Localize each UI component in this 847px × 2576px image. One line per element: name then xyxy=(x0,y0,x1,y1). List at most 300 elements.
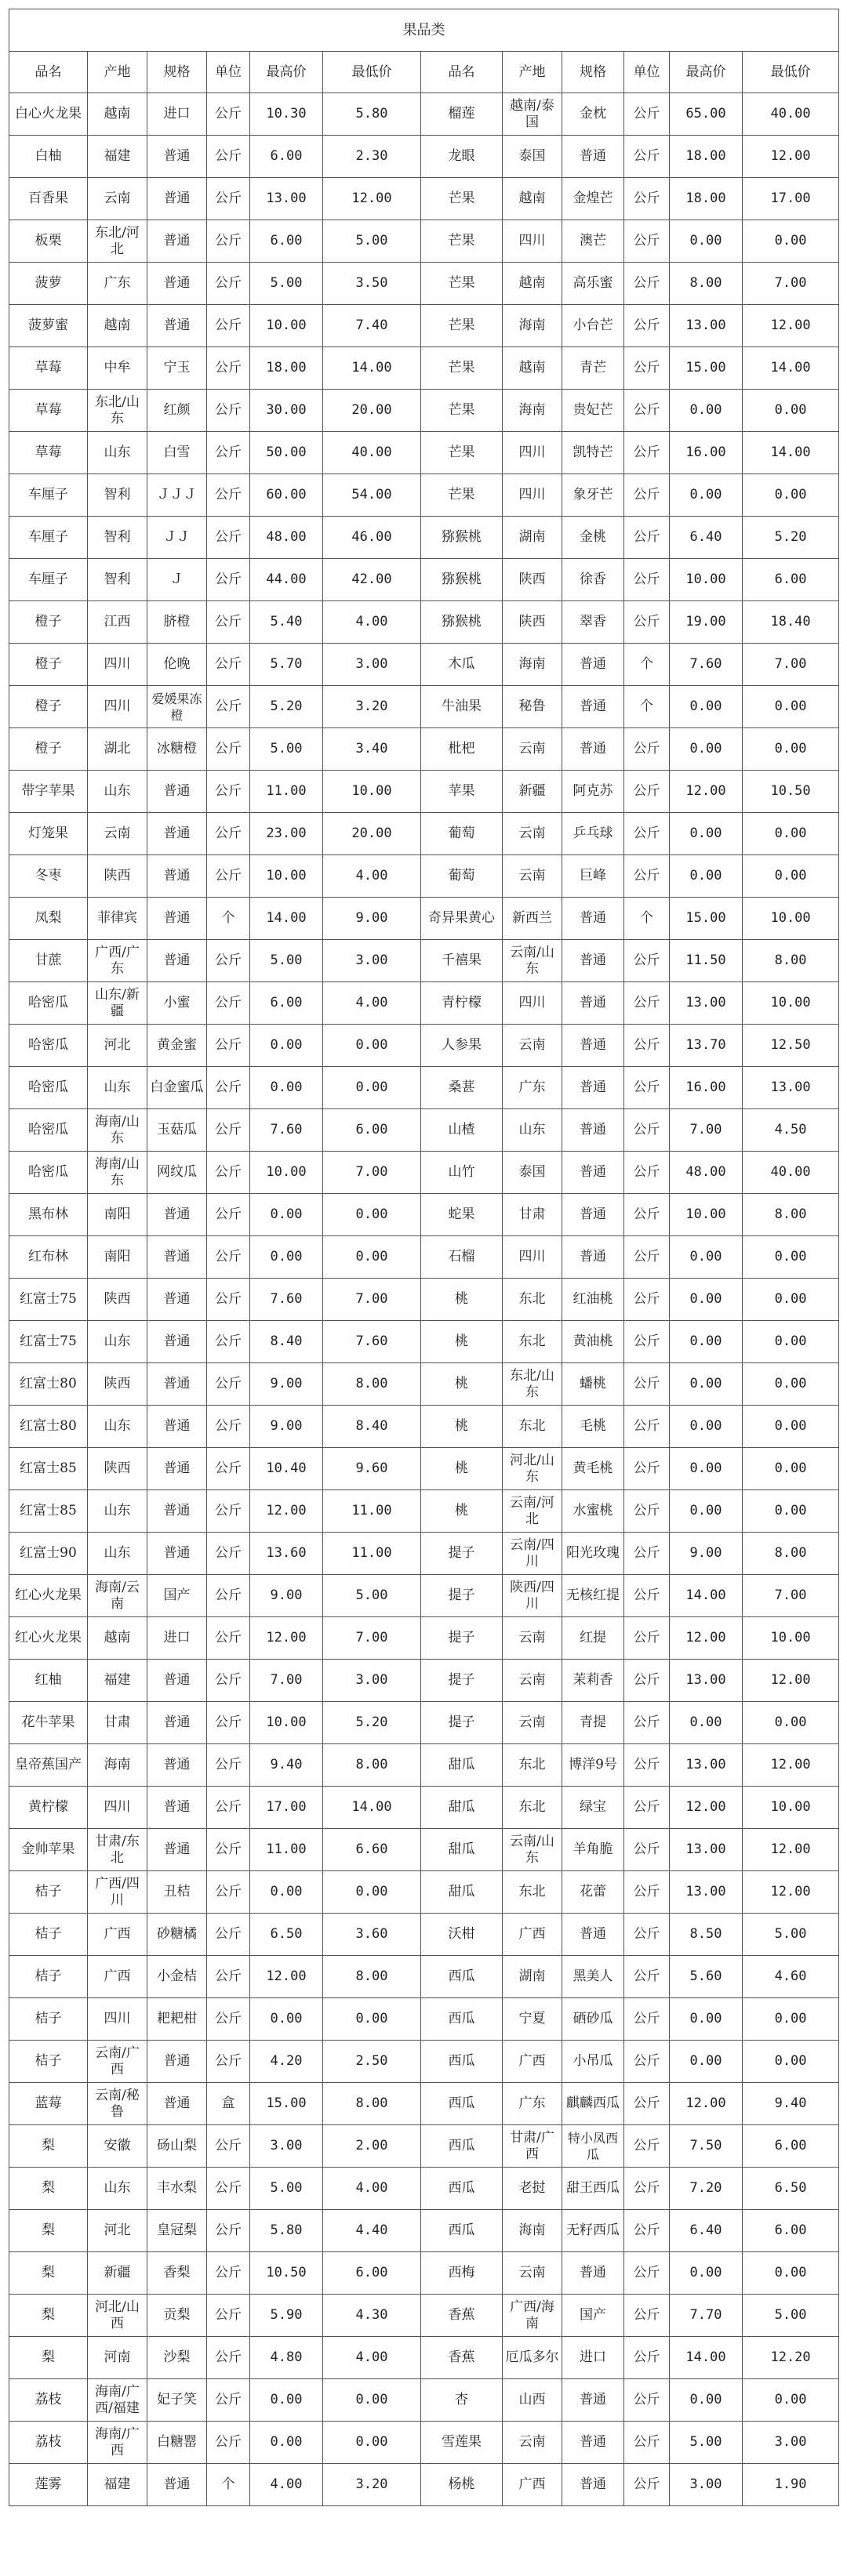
cell-spec: 小吊瓜 xyxy=(562,2041,624,2083)
table-row xyxy=(9,1998,839,2041)
cell-max-price: 0.00 xyxy=(670,1321,743,1363)
cell-unit: 公斤 xyxy=(207,1829,250,1871)
cell-max-price: 10.00 xyxy=(670,559,743,601)
cell-max-price: 17.00 xyxy=(250,1787,323,1829)
cell-product-name: 桃 xyxy=(421,1490,503,1533)
cell-spec: 高乐蜜 xyxy=(562,263,624,305)
cell-max-price: 5.00 xyxy=(670,2422,743,2464)
cell-origin: 云南 xyxy=(88,178,147,220)
table-row xyxy=(9,1575,839,1617)
cell-max-price: 12.00 xyxy=(670,1617,743,1660)
cell-origin: 广东 xyxy=(88,263,147,305)
cell-min-price: 7.00 xyxy=(743,644,839,686)
cell-origin: 陕西 xyxy=(88,855,147,898)
cell-min-price: 12.50 xyxy=(743,1025,839,1067)
cell-max-price: 0.00 xyxy=(250,1025,323,1067)
cell-origin: 海南 xyxy=(503,644,562,686)
cell-max-price: 0.00 xyxy=(670,390,743,432)
cell-spec: 普通 xyxy=(562,1109,624,1152)
cell-product-name: 红富士80 xyxy=(9,1363,88,1406)
cell-spec: 普通 xyxy=(147,1744,207,1787)
cell-product-name: 白心火龙果 xyxy=(9,93,88,136)
cell-product-name: 梨 xyxy=(9,2125,88,2168)
cell-min-price: 5.00 xyxy=(323,220,421,263)
cell-max-price: 10.50 xyxy=(250,2252,323,2295)
table-row xyxy=(9,1279,839,1321)
cell-max-price: 5.60 xyxy=(670,1956,743,1998)
cell-min-price: 0.00 xyxy=(323,2422,421,2464)
cell-unit: 公斤 xyxy=(624,1406,670,1448)
cell-origin: 四川 xyxy=(88,1998,147,2041)
cell-spec: 普通 xyxy=(562,2422,624,2464)
cell-origin: 福建 xyxy=(88,2464,147,2506)
cell-unit: 公斤 xyxy=(624,474,670,517)
cell-product-name: 红心火龙果 xyxy=(9,1617,88,1660)
cell-origin: 云南 xyxy=(503,1025,562,1067)
cell-unit: 公斤 xyxy=(207,2422,250,2464)
cell-spec: 黑美人 xyxy=(562,1956,624,1998)
cell-max-price: 0.00 xyxy=(670,686,743,728)
table-row xyxy=(9,1660,839,1702)
cell-min-price: 10.00 xyxy=(743,1787,839,1829)
cell-product-name: 冬枣 xyxy=(9,855,88,898)
cell-spec: 普通 xyxy=(147,1702,207,1744)
cell-origin: 越南 xyxy=(88,93,147,136)
cell-min-price: 13.00 xyxy=(743,1067,839,1109)
cell-product-name: 桃 xyxy=(421,1406,503,1448)
cell-origin: 云南/四川 xyxy=(503,1533,562,1575)
cell-spec: 普通 xyxy=(147,136,207,178)
cell-min-price: 8.00 xyxy=(323,1363,421,1406)
cell-unit: 公斤 xyxy=(624,1617,670,1660)
cell-min-price: 3.40 xyxy=(323,728,421,771)
cell-min-price: 0.00 xyxy=(743,390,839,432)
cell-product-name: 草莓 xyxy=(9,347,88,390)
cell-origin: 海南/广西/福建 xyxy=(88,2379,147,2422)
cell-origin: 陕西/四川 xyxy=(503,1575,562,1617)
cell-spec: 普通 xyxy=(147,1279,207,1321)
cell-origin: 山东 xyxy=(88,1490,147,1533)
cell-unit: 公斤 xyxy=(207,771,250,813)
cell-origin: 宁夏 xyxy=(503,1998,562,2041)
column-header-col-name-left: 品名 xyxy=(9,52,88,93)
cell-unit: 公斤 xyxy=(624,1702,670,1744)
cell-origin: 越南 xyxy=(503,347,562,390)
cell-min-price: 5.00 xyxy=(323,1575,421,1617)
cell-unit: 公斤 xyxy=(624,1829,670,1871)
cell-spec: 普通 xyxy=(562,1236,624,1279)
cell-origin: 中牟 xyxy=(88,347,147,390)
cell-product-name: 猕猴桃 xyxy=(421,601,503,644)
cell-origin: 老挝 xyxy=(503,2168,562,2210)
cell-product-name: 桔子 xyxy=(9,1914,88,1956)
cell-origin: 海南 xyxy=(503,390,562,432)
cell-origin: 四川 xyxy=(88,1787,147,1829)
cell-max-price: 0.00 xyxy=(670,1490,743,1533)
cell-spec: 丰水梨 xyxy=(147,2168,207,2210)
cell-origin: 河南 xyxy=(88,2337,147,2379)
cell-spec: 进口 xyxy=(562,2337,624,2379)
cell-product-name: 桃 xyxy=(421,1279,503,1321)
cell-max-price: 48.00 xyxy=(670,1152,743,1194)
cell-spec: 普通 xyxy=(147,813,207,855)
cell-min-price: 0.00 xyxy=(743,1448,839,1490)
cell-unit: 公斤 xyxy=(624,178,670,220)
cell-unit: 公斤 xyxy=(624,263,670,305)
cell-spec: 乒乓球 xyxy=(562,813,624,855)
cell-min-price: 12.00 xyxy=(743,1744,839,1787)
cell-unit: 公斤 xyxy=(624,2210,670,2252)
cell-spec: 普通 xyxy=(562,898,624,940)
cell-product-name: 梨 xyxy=(9,2168,88,2210)
cell-min-price: 6.00 xyxy=(743,559,839,601)
table-row xyxy=(9,2210,839,2252)
cell-unit: 公斤 xyxy=(624,601,670,644)
cell-min-price: 12.00 xyxy=(743,305,839,347)
cell-spec: 砂糖橘 xyxy=(147,1914,207,1956)
cell-product-name: 荔枝 xyxy=(9,2422,88,2464)
table-row xyxy=(9,93,839,136)
cell-max-price: 65.00 xyxy=(670,93,743,136)
cell-origin: 山东 xyxy=(88,1533,147,1575)
cell-spec: 金煌芒 xyxy=(562,178,624,220)
cell-product-name: 提子 xyxy=(421,1660,503,1702)
cell-product-name: 芒果 xyxy=(421,305,503,347)
cell-spec: 红提 xyxy=(562,1617,624,1660)
table-row xyxy=(9,2168,839,2210)
cell-origin: 陕西 xyxy=(88,1448,147,1490)
cell-min-price: 0.00 xyxy=(743,1236,839,1279)
cell-min-price: 8.00 xyxy=(743,940,839,982)
cell-max-price: 15.00 xyxy=(250,2083,323,2125)
cell-unit: 公斤 xyxy=(207,1490,250,1533)
cell-unit: 公斤 xyxy=(207,559,250,601)
cell-unit: 公斤 xyxy=(624,1787,670,1829)
cell-product-name: 雪莲果 xyxy=(421,2422,503,2464)
cell-unit: 公斤 xyxy=(207,305,250,347)
table-row xyxy=(9,2252,839,2295)
cell-origin: 广西/广东 xyxy=(88,940,147,982)
table-row xyxy=(9,1236,839,1279)
cell-product-name: 葡萄 xyxy=(421,855,503,898)
cell-max-price: 11.50 xyxy=(670,940,743,982)
cell-max-price: 16.00 xyxy=(670,1067,743,1109)
cell-max-price: 0.00 xyxy=(670,1702,743,1744)
table-row xyxy=(9,1787,839,1829)
cell-min-price: 12.00 xyxy=(743,1829,839,1871)
cell-product-name: 皇帝蕉国产 xyxy=(9,1744,88,1787)
cell-product-name: 桃 xyxy=(421,1321,503,1363)
cell-unit: 公斤 xyxy=(624,771,670,813)
cell-min-price: 0.00 xyxy=(323,1998,421,2041)
cell-max-price: 6.00 xyxy=(250,220,323,263)
column-header-col-spec-left: 规格 xyxy=(147,52,207,93)
cell-min-price: 12.00 xyxy=(323,178,421,220)
cell-spec: 阿克苏 xyxy=(562,771,624,813)
cell-unit: 公斤 xyxy=(207,1067,250,1109)
cell-unit: 公斤 xyxy=(624,1448,670,1490)
cell-origin: 山东 xyxy=(88,771,147,813)
cell-min-price: 3.00 xyxy=(323,940,421,982)
cell-spec: 普通 xyxy=(147,1490,207,1533)
cell-max-price: 0.00 xyxy=(670,2379,743,2422)
cell-origin: 云南/广西 xyxy=(88,2041,147,2083)
cell-origin: 东北 xyxy=(503,1871,562,1914)
cell-spec: 翠香 xyxy=(562,601,624,644)
cell-origin: 泰国 xyxy=(503,1152,562,1194)
cell-unit: 公斤 xyxy=(207,686,250,728)
cell-product-name: 红富士90 xyxy=(9,1533,88,1575)
cell-min-price: 8.00 xyxy=(323,1956,421,1998)
cell-spec: 普通 xyxy=(147,263,207,305)
cell-spec: 香梨 xyxy=(147,2252,207,2295)
cell-max-price: 6.40 xyxy=(670,2210,743,2252)
table-row xyxy=(9,390,839,432)
cell-origin: 云南/秘鲁 xyxy=(88,2083,147,2125)
cell-origin: 智利 xyxy=(88,517,147,559)
cell-spec: 水蜜桃 xyxy=(562,1490,624,1533)
cell-origin: 湖北 xyxy=(88,728,147,771)
cell-max-price: 0.00 xyxy=(670,1363,743,1406)
cell-spec: 白雪 xyxy=(147,432,207,474)
cell-min-price: 5.00 xyxy=(743,2295,839,2337)
cell-spec: ＪＪ xyxy=(147,517,207,559)
column-header-col-origin-right: 产地 xyxy=(503,52,562,93)
table-row xyxy=(9,136,839,178)
cell-min-price: 7.60 xyxy=(323,1321,421,1363)
cell-origin: 海南/山东 xyxy=(88,1152,147,1194)
cell-min-price: 2.50 xyxy=(323,2041,421,2083)
cell-origin: 陕西 xyxy=(88,1279,147,1321)
cell-max-price: 10.00 xyxy=(250,305,323,347)
cell-spec: 特小凤西瓜 xyxy=(562,2125,624,2168)
cell-origin: 山东 xyxy=(88,1406,147,1448)
cell-spec: 象牙芒 xyxy=(562,474,624,517)
cell-min-price: 0.00 xyxy=(323,2379,421,2422)
cell-min-price: 54.00 xyxy=(323,474,421,517)
cell-unit: 公斤 xyxy=(624,1575,670,1617)
cell-max-price: 13.00 xyxy=(670,1660,743,1702)
cell-unit: 公斤 xyxy=(624,855,670,898)
cell-spec: 普通 xyxy=(147,1787,207,1829)
cell-product-name: 枇杷 xyxy=(421,728,503,771)
table-row xyxy=(9,1363,839,1406)
cell-product-name: 龙眼 xyxy=(421,136,503,178)
cell-min-price: 0.00 xyxy=(743,728,839,771)
cell-min-price: 0.00 xyxy=(323,1067,421,1109)
cell-product-name: 香蕉 xyxy=(421,2295,503,2337)
column-header-col-unit-left: 单位 xyxy=(207,52,250,93)
cell-min-price: 4.40 xyxy=(323,2210,421,2252)
table-row xyxy=(9,2379,839,2422)
cell-origin: 四川 xyxy=(88,644,147,686)
cell-unit: 公斤 xyxy=(624,1914,670,1956)
cell-product-name: 哈密瓜 xyxy=(9,1109,88,1152)
cell-min-price: 6.50 xyxy=(743,2168,839,2210)
cell-unit: 公斤 xyxy=(624,1109,670,1152)
cell-origin: 云南 xyxy=(503,2422,562,2464)
cell-spec: 普通 xyxy=(147,940,207,982)
cell-max-price: 0.00 xyxy=(670,855,743,898)
cell-spec: 红颜 xyxy=(147,390,207,432)
cell-product-name: 梨 xyxy=(9,2337,88,2379)
cell-origin: 甘肃/广西 xyxy=(503,2125,562,2168)
cell-max-price: 5.00 xyxy=(250,263,323,305)
cell-product-name: 橙子 xyxy=(9,644,88,686)
cell-origin: 南阳 xyxy=(88,1194,147,1236)
cell-spec: 普通 xyxy=(147,1236,207,1279)
cell-unit: 公斤 xyxy=(624,2041,670,2083)
cell-min-price: 0.00 xyxy=(743,1702,839,1744)
table-row xyxy=(9,1152,839,1194)
cell-product-name: 荔枝 xyxy=(9,2379,88,2422)
cell-min-price: 12.00 xyxy=(743,136,839,178)
cell-spec: 贡梨 xyxy=(147,2295,207,2337)
table-row xyxy=(9,1109,839,1152)
cell-max-price: 0.00 xyxy=(670,2252,743,2295)
cell-origin: 广西 xyxy=(503,1914,562,1956)
cell-min-price: 0.00 xyxy=(743,1321,839,1363)
cell-spec: 白糖罂 xyxy=(147,2422,207,2464)
column-header-col-max-price-left: 最高价 xyxy=(250,52,323,93)
cell-max-price: 8.00 xyxy=(670,263,743,305)
cell-product-name: 青柠檬 xyxy=(421,982,503,1025)
cell-origin: 云南 xyxy=(503,813,562,855)
cell-spec: 妃子笑 xyxy=(147,2379,207,2422)
cell-min-price: 14.00 xyxy=(323,1787,421,1829)
cell-product-name: 菠萝 xyxy=(9,263,88,305)
cell-unit: 公斤 xyxy=(624,136,670,178)
cell-min-price: 5.00 xyxy=(743,1914,839,1956)
cell-origin: 陕西 xyxy=(503,601,562,644)
cell-origin: 四川 xyxy=(503,220,562,263)
cell-unit: 公斤 xyxy=(624,2168,670,2210)
cell-min-price: 3.60 xyxy=(323,1914,421,1956)
cell-min-price: 6.60 xyxy=(323,1829,421,1871)
table-row xyxy=(9,1490,839,1533)
cell-product-name: 梨 xyxy=(9,2295,88,2337)
cell-unit: 公斤 xyxy=(207,1998,250,2041)
cell-min-price: 9.00 xyxy=(323,898,421,940)
cell-min-price: 5.20 xyxy=(743,517,839,559)
cell-unit: 公斤 xyxy=(207,1236,250,1279)
cell-product-name: 桃 xyxy=(421,1363,503,1406)
cell-max-price: 5.20 xyxy=(250,686,323,728)
cell-origin: 海南 xyxy=(88,1744,147,1787)
cell-max-price: 15.00 xyxy=(670,898,743,940)
cell-max-price: 0.00 xyxy=(250,1067,323,1109)
cell-product-name: 橙子 xyxy=(9,686,88,728)
cell-max-price: 12.00 xyxy=(670,771,743,813)
cell-min-price: 8.00 xyxy=(743,1533,839,1575)
table-row xyxy=(9,1406,839,1448)
cell-max-price: 6.00 xyxy=(250,982,323,1025)
cell-spec: 蟠桃 xyxy=(562,1363,624,1406)
cell-max-price: 5.00 xyxy=(250,2168,323,2210)
cell-spec: 无核红提 xyxy=(562,1575,624,1617)
cell-min-price: 7.00 xyxy=(743,263,839,305)
cell-min-price: 12.00 xyxy=(743,1660,839,1702)
cell-origin: 云南 xyxy=(503,2252,562,2295)
table-row xyxy=(9,1871,839,1914)
cell-min-price: 0.00 xyxy=(323,1871,421,1914)
cell-product-name: 灯笼果 xyxy=(9,813,88,855)
cell-unit: 公斤 xyxy=(207,1787,250,1829)
cell-spec: 伦晚 xyxy=(147,644,207,686)
cell-unit: 公斤 xyxy=(624,1956,670,1998)
cell-origin: 云南 xyxy=(503,1617,562,1660)
cell-product-name: 甜瓜 xyxy=(421,1829,503,1871)
cell-max-price: 5.70 xyxy=(250,644,323,686)
cell-product-name: 红富士75 xyxy=(9,1279,88,1321)
cell-product-name: 奇异果黄心 xyxy=(421,898,503,940)
cell-max-price: 13.00 xyxy=(670,1744,743,1787)
cell-max-price: 48.00 xyxy=(250,517,323,559)
cell-product-name: 葡萄 xyxy=(421,813,503,855)
cell-spec: 皇冠梨 xyxy=(147,2210,207,2252)
cell-min-price: 7.00 xyxy=(743,1575,839,1617)
cell-product-name: 桑葚 xyxy=(421,1067,503,1109)
cell-product-name: 菠萝蜜 xyxy=(9,305,88,347)
cell-unit: 公斤 xyxy=(207,2041,250,2083)
table-row xyxy=(9,728,839,771)
cell-max-price: 15.00 xyxy=(670,347,743,390)
cell-min-price: 10.50 xyxy=(743,771,839,813)
cell-origin: 智利 xyxy=(88,474,147,517)
cell-origin: 广西 xyxy=(88,1914,147,1956)
cell-origin: 东北 xyxy=(503,1321,562,1363)
table-row xyxy=(9,2464,839,2506)
cell-spec: 普通 xyxy=(562,2252,624,2295)
cell-origin: 福建 xyxy=(88,1660,147,1702)
cell-min-price: 0.00 xyxy=(743,2041,839,2083)
cell-max-price: 0.00 xyxy=(670,1279,743,1321)
cell-product-name: 芒果 xyxy=(421,474,503,517)
cell-unit: 个 xyxy=(207,898,250,940)
cell-product-name: 百香果 xyxy=(9,178,88,220)
cell-max-price: 0.00 xyxy=(250,1871,323,1914)
cell-unit: 公斤 xyxy=(207,2337,250,2379)
cell-spec: 普通 xyxy=(147,1829,207,1871)
cell-max-price: 12.00 xyxy=(250,1490,323,1533)
fruit-price-table xyxy=(9,9,839,2506)
cell-origin: 海南 xyxy=(503,2210,562,2252)
cell-unit: 公斤 xyxy=(207,644,250,686)
cell-spec: Ｊ xyxy=(147,559,207,601)
cell-max-price: 3.00 xyxy=(670,2464,743,2506)
cell-spec: 普通 xyxy=(562,1914,624,1956)
cell-product-name: 草莓 xyxy=(9,390,88,432)
cell-spec: 普通 xyxy=(562,644,624,686)
cell-unit: 公斤 xyxy=(207,1194,250,1236)
cell-product-name: 桔子 xyxy=(9,1956,88,1998)
cell-origin: 新疆 xyxy=(88,2252,147,2295)
cell-min-price: 0.00 xyxy=(743,1998,839,2041)
cell-min-price: 10.00 xyxy=(323,771,421,813)
cell-unit: 公斤 xyxy=(207,1406,250,1448)
cell-spec: 硒砂瓜 xyxy=(562,1998,624,2041)
cell-origin: 山东 xyxy=(88,2168,147,2210)
cell-unit: 公斤 xyxy=(207,263,250,305)
cell-origin: 江西 xyxy=(88,601,147,644)
table-row xyxy=(9,474,839,517)
table-row xyxy=(9,1067,839,1109)
cell-max-price: 12.00 xyxy=(250,1956,323,1998)
cell-spec: 黄毛桃 xyxy=(562,1448,624,1490)
cell-spec: 无籽西瓜 xyxy=(562,2210,624,2252)
cell-min-price: 10.00 xyxy=(743,898,839,940)
cell-origin: 山东 xyxy=(88,1321,147,1363)
